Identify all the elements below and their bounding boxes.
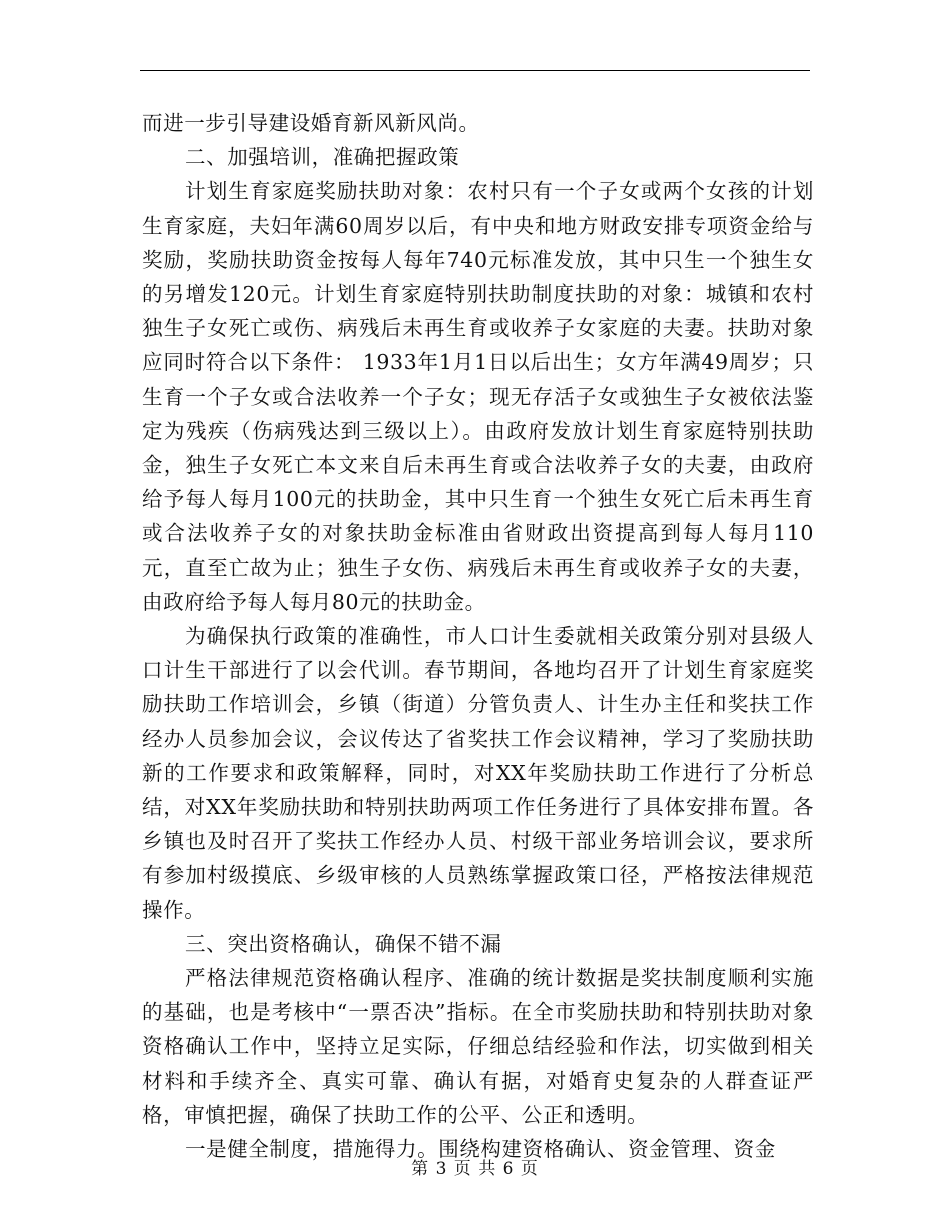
header-rule xyxy=(140,70,810,71)
section-heading-2: 二、加强培训，准确把握政策 xyxy=(185,145,460,170)
paragraph-qualification: 严格法律规范资格确认程序、准确的统计数据是奖扶制度顺利实施的基础，也是考核中“一票否决”指标。在全市奖励扶助和特别扶助对象资格确认工作中，坚持立足实际，仔细总结经验和作法，切实做到相关材料和手续齐全、真实可靠、确认有据，对婚育史复杂的人群查证严格，审慎把握，确保了扶助工作的公平、公正和透明。 xyxy=(142,966,814,1127)
paragraph-system: 一是健全制度，措施得力。围绕构建资格确认、资金管理、资金 xyxy=(185,1137,776,1162)
paragraph-reward-policy: 计划生育家庭奖励扶助对象：农村只有一个子女或两个女孩的计划生育家庭，夫妇年满60周岁以后，有中央和地方财政安排专项资金给与奖励，奖励扶助资金按每人每年740元标准发放，其中只生一个独生女的另增发120元。计划生育家庭特别扶助制度扶助的对象：城镇和农村独生子女死亡或伤、病残后未再生育或收养子女家庭的夫妻。扶助对象应同时符合以下条件： 1933年1月1日以后出生；女方年满49周岁；只生育一个子女或合法收养一个子女；现无存活子女或独生子女被依法鉴定为残疾（伤病残达到三级以上）。由政府发放计划生育家庭特别扶助金，独生子女死亡本文来自后未再生育或合法收养子女的夫妻，由政府给予每人每月100元的扶助金，其中只生育一个独生女死亡后未再生育或合法收养子女的对象扶助金标准由省财政出资提高到每人每月110元，直至亡故为止；独生子女伤、病残后未再生育或收养子女的夫妻，由政府给予每人每月80元的扶助金。 xyxy=(142,179,814,614)
section-heading-3: 三、突出资格确认，确保不错不漏 xyxy=(185,931,502,956)
paragraph-continuation: 而进一步引导建设婚育新风新风尚。 xyxy=(142,111,480,135)
paragraph-training: 为确保执行政策的准确性，市人口计生委就相关政策分别对县级人口计生干部进行了以会代训。春节期间，各地均召开了计划生育家庭奖励扶助工作培训会，乡镇（街道）分管负责人、计生办主任和奖扶工作经办人员参加会议，会议传达了省奖扶工作会议精神，学习了奖励扶助新的工作要求和政策解释，同时，对XX年奖励扶助工作进行了分析总结，对XX年奖励扶助和特别扶助两项工作任务进行了具体安排布置。各乡镇也及时召开了奖扶工作经办人员、村级干部业务培训会议，要求所有参加村级摸底、乡级审核的人员熟练掌握政策口径，严格按法律规范操作。 xyxy=(142,624,814,922)
page-number: 第 3 页 共 6 页 xyxy=(411,1159,539,1179)
page-footer xyxy=(0,1154,950,1179)
document-body xyxy=(142,106,814,1166)
